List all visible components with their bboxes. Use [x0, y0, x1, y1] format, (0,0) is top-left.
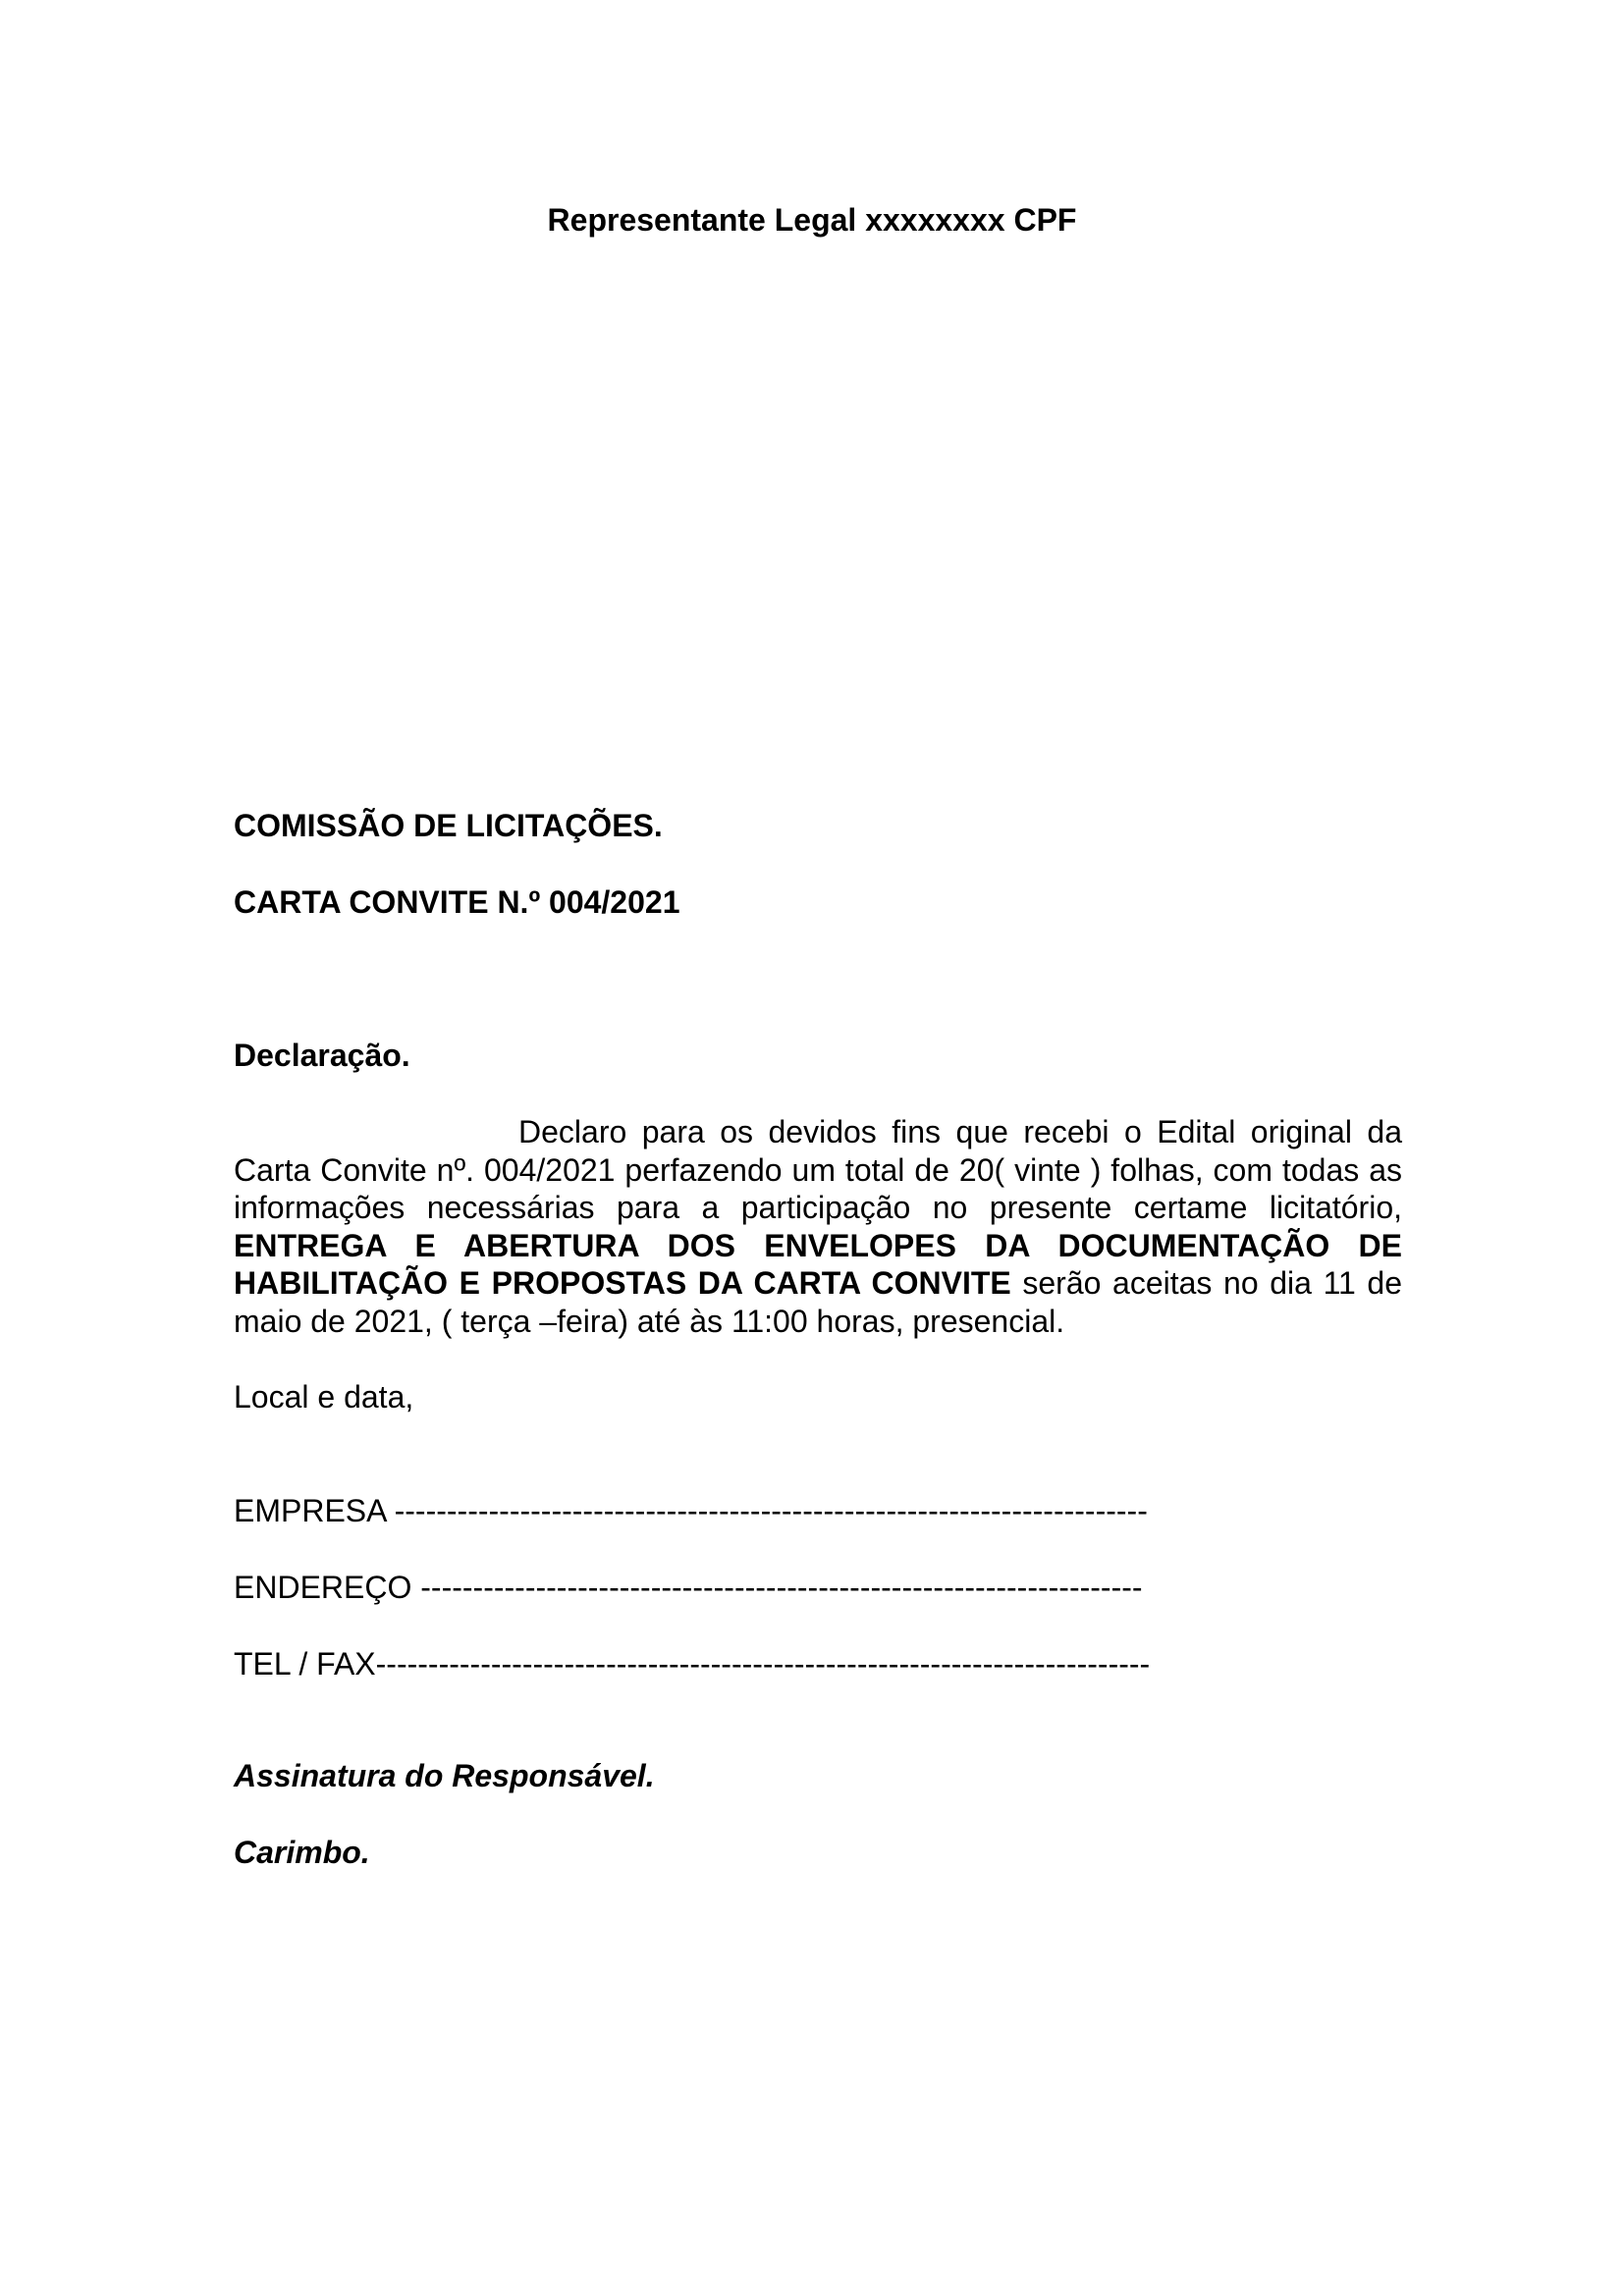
- endereco-field-line: ENDEREÇO ---------------------------------------------------------------------: [234, 1570, 1143, 1605]
- stamp-label: Carimbo.: [234, 1835, 370, 1870]
- declaration-body-part1: Declaro para os devidos fins que recebi o Edital original da Carta Convite nº. 004/2021 perfazendo um total de 20( vinte ) folhas, com todas as informações necessárias para a participação no presente certame licitatório,: [234, 1114, 1402, 1225]
- declaration-body-part2: serão aceitas no dia 11 de maio de 2021, ( terça –feira) até às 11:00 horas, presencial.: [234, 1265, 1403, 1339]
- carta-convite-heading: CARTA CONVITE N.º 004/2021: [234, 884, 680, 920]
- local-date-line: Local e data,: [234, 1379, 414, 1415]
- signature-label: Assinatura do Responsável.: [234, 1758, 655, 1793]
- commission-heading: COMISSÃO DE LICITAÇÕES.: [234, 808, 663, 843]
- empresa-field-line: EMPRESA ------------------------------------------------------------------------: [234, 1493, 1148, 1528]
- declaration-body: [234, 1113, 1402, 1340]
- declaration-title: Declaração.: [234, 1038, 410, 1073]
- tel-fax-field-line: TEL / FAX--------------------------------------------------------------------------: [234, 1646, 1151, 1682]
- declaration-body-bold: ENTREGA E ABERTURA DOS ENVELOPES DA DOCUMENTAÇÃO DE HABILITAÇÃO E PROPOSTAS DA CARTA CONVITE: [234, 1227, 1402, 1301]
- representative-header: Representante Legal xxxxxxxx CPF: [547, 202, 1077, 238]
